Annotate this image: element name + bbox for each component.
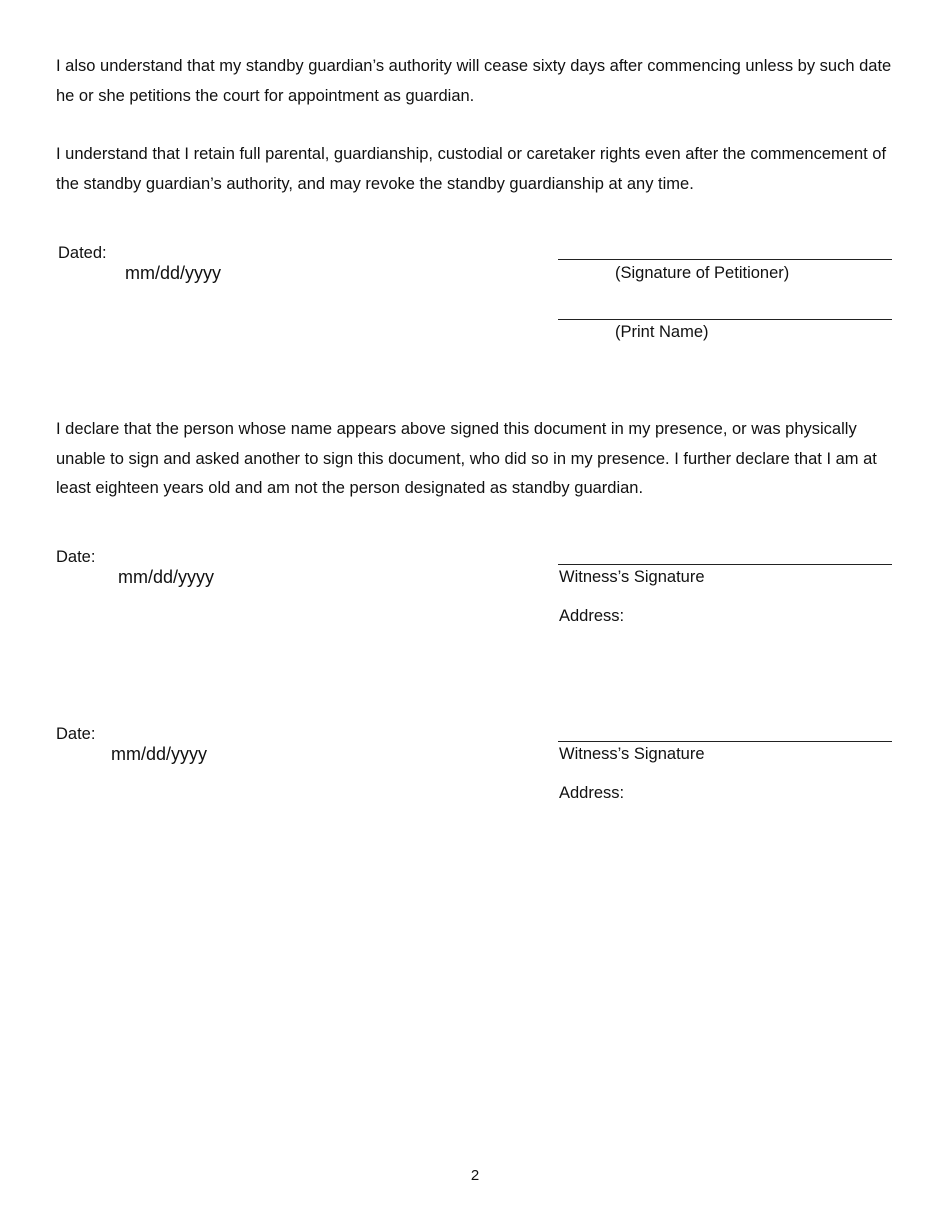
petitioner-print-name-line[interactable] <box>558 319 892 320</box>
petitioner-print-name-label: (Print Name) <box>615 323 709 341</box>
witness-1-address-label: Address: <box>559 607 625 625</box>
petitioner-signature-label: (Signature of Petitioner) <box>615 264 790 282</box>
witness-1-signature-line[interactable] <box>558 564 892 565</box>
witness-2-signature-label: Witness’s Signature <box>559 745 705 763</box>
petitioner-date-field[interactable]: mm/dd/yyyy <box>125 263 222 283</box>
paragraph-witness-declaration: I declare that the person whose name appears above signed this document in my presence, or was physically unable to sign and asked another to sign this document, who did so in my presence. I further declare that I am at least eighteen years old and am not the person designated as standby guardian. <box>56 420 877 497</box>
witness-2-address-label: Address: <box>559 784 625 802</box>
witness-1-date-label: Date: <box>56 548 96 566</box>
witness-1-signature-label: Witness’s Signature <box>559 568 705 586</box>
witness-2-date-label: Date: <box>56 725 96 743</box>
petitioner-signature-line[interactable] <box>558 259 892 260</box>
petitioner-dated-label: Dated: <box>58 244 107 262</box>
witness-2-date-field[interactable]: mm/dd/yyyy <box>111 744 208 764</box>
paragraph-standby-authority-cease: I also understand that my standby guardian’s authority will cease sixty days after commencing unless by such date he or she petitions the court for appointment as guardian. <box>56 57 892 105</box>
witness-2-signature-line[interactable] <box>558 741 892 742</box>
witness-1-date-field[interactable]: mm/dd/yyyy <box>118 567 215 587</box>
page-number: 2 <box>470 1167 480 1184</box>
paragraph-retain-rights: I understand that I retain full parental, guardianship, custodial or caretaker rights even after the commencement of the standby guardian’s authority, and may revoke the standby guardianship at any time. <box>56 145 887 193</box>
